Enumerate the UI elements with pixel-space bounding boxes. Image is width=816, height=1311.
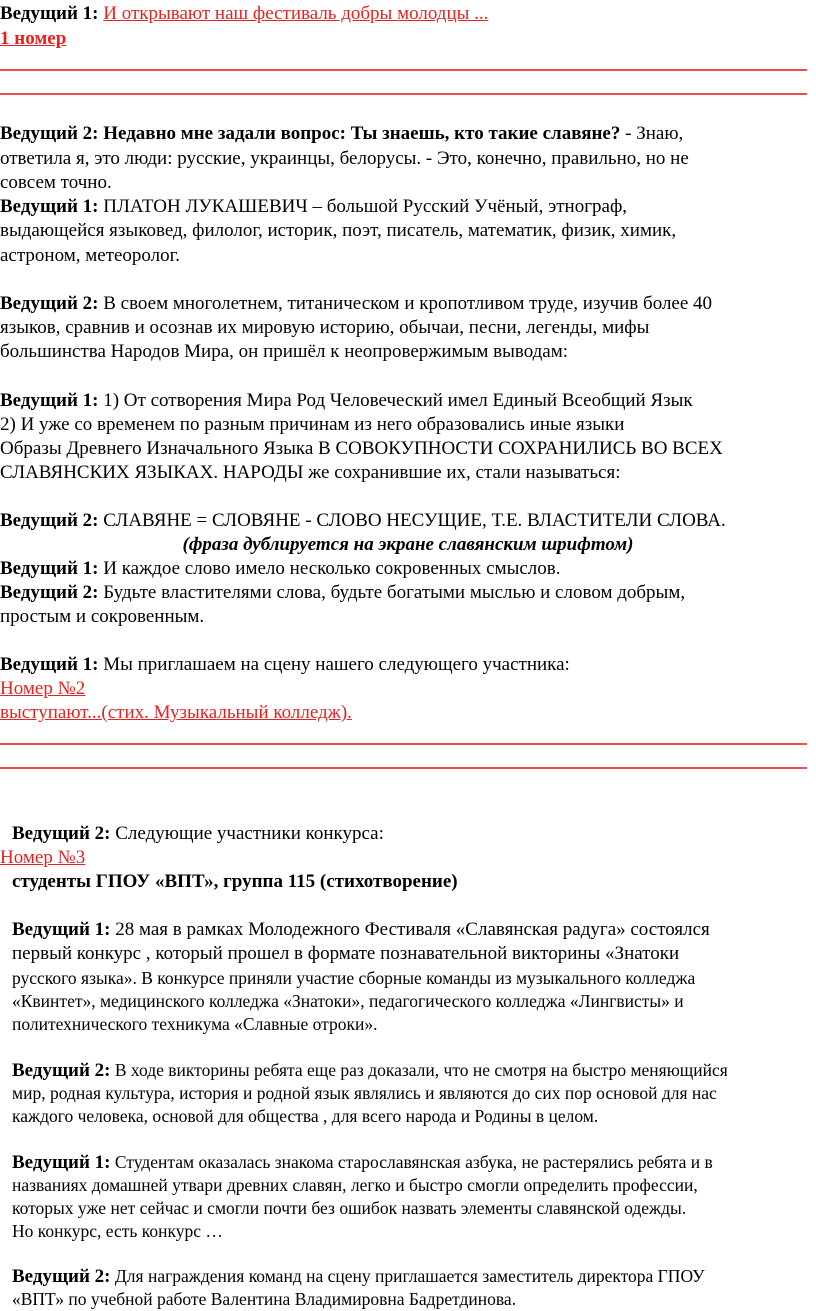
speaker-label: Ведущий 2: bbox=[0, 582, 99, 603]
speaker-label: Ведущий 1: bbox=[12, 919, 111, 940]
paragraph-line: «ВПТ» по учебной работе Валентина Владимировна Бадретдинова. bbox=[12, 1289, 517, 1309]
number-3: Номер №3 bbox=[0, 847, 86, 868]
paragraph-text: В ходе викторины ребята еще раз доказали, что не смотря на быстро меняющийся bbox=[110, 1060, 728, 1080]
paragraph-line: выдающейся языковед, филолог, историк, поэт, писатель, математик, физик, химик, bbox=[0, 220, 677, 241]
paragraph-line: «Квинтет», медицинского колледжа «Знатоки», педагогического колледжа «Лингвисты» и bbox=[12, 991, 684, 1011]
speaker-label: Ведущий 1: bbox=[12, 1152, 111, 1173]
paragraph-text: ПЛАТОН ЛУКАШЕВИЧ – большой Русский Учёный, этнограф, bbox=[98, 196, 628, 217]
paragraph-text: СЛАВЯНЕ = СЛОВЯНЕ - СЛОВО НЕСУЩИЕ, Т.Е. ВЛАСТИТЕЛИ СЛОВА. bbox=[98, 510, 726, 531]
paragraph-line bbox=[0, 509, 726, 533]
opening-line bbox=[0, 2, 488, 26]
number-1: 1 номер bbox=[0, 28, 67, 49]
paragraph-line bbox=[0, 292, 712, 316]
paragraph-line: которых уже нет сейчас и смогли почти без ошибок назвать элементы славянской одежды. bbox=[12, 1198, 687, 1218]
paragraph-line: астроном, метеоролог. bbox=[0, 245, 181, 266]
answer-text: - Знаю, bbox=[620, 123, 684, 144]
paragraph-line: названиях домашней утвари древних славян, легко и быстро смогли определить профессии, bbox=[12, 1175, 698, 1195]
paragraph-line: СЛАВЯНСКИХ ЯЗЫКАХ. НАРОДЫ же сохранившие их, стали называться: bbox=[0, 462, 621, 483]
paragraph-line bbox=[12, 822, 384, 846]
speaker-label: Ведущий 2: bbox=[12, 1060, 111, 1081]
paragraph-line: языков, сравнив и осознав их мировую историю, обычаи, песни, легенды, мифы bbox=[0, 317, 650, 338]
paragraph-line: каждого человека, основой для общества , для всего народа и Родины в целом. bbox=[12, 1106, 599, 1126]
paragraph-text: Следующие участники конкурса: bbox=[110, 823, 384, 844]
separator-line bbox=[0, 93, 807, 95]
speaker-label: Ведущий 2: bbox=[0, 510, 99, 531]
paragraph-text: И каждое слово имело несколько сокровенных смыслов. bbox=[98, 558, 561, 579]
paragraph-line bbox=[0, 195, 627, 219]
paragraph-line bbox=[12, 1150, 713, 1175]
paragraph-text: 28 мая в рамках Молодежного Фестиваля «Славянская радуга» состоялся bbox=[110, 919, 710, 940]
opening-text: И открывают наш фестиваль добры молодцы ... bbox=[103, 3, 489, 24]
separator-line bbox=[0, 767, 807, 769]
speaker-label: Ведущий 2: bbox=[12, 1266, 111, 1287]
paragraph-line: большинства Народов Мира, он пришёл к неопровержимым выводам: bbox=[0, 341, 569, 362]
paragraph-text: 1) От сотворения Мира Род Человеческий имел Единый Всеобщий Язык bbox=[98, 390, 693, 411]
speaker-label: Ведущий 2: bbox=[0, 293, 99, 314]
screen-note: (фраза дублируется на экране славянским шрифтом) bbox=[182, 534, 634, 555]
paragraph-line: простым и сокровенным. bbox=[0, 606, 205, 627]
paragraph-line bbox=[0, 557, 561, 581]
paragraph-line: русского языка». В конкурсе приняли участие сборные команды из музыкального колледжа bbox=[12, 968, 696, 988]
speaker-label: Ведущий 1: bbox=[0, 390, 99, 411]
paragraph-line: совсем точно. bbox=[0, 172, 112, 193]
paragraph-line bbox=[12, 1058, 728, 1083]
paragraph-line: мир, родная культура, история и родной язык являлись и являются до сих пор основой для нас bbox=[12, 1083, 717, 1103]
paragraph-line: политехнического техникума «Славные отроки». bbox=[12, 1014, 378, 1034]
paragraph-text: Студентам оказалась знакома старославянская азбука, не растерялись ребята и в bbox=[110, 1152, 713, 1172]
paragraph-text: Будьте властителями слова, будьте богатыми мыслью и словом добрым, bbox=[98, 582, 686, 603]
paragraph-line bbox=[12, 918, 710, 942]
separator-line bbox=[0, 743, 807, 745]
speaker-label: Ведущий 2: bbox=[0, 123, 99, 144]
number-2: Номер №2 bbox=[0, 678, 86, 699]
separator-line bbox=[0, 69, 807, 71]
question-line bbox=[0, 122, 683, 146]
paragraph-text: Мы приглашаем на сцену нашего следующего участника: bbox=[98, 654, 570, 675]
speaker-label: Ведущий 1: bbox=[0, 3, 99, 24]
paragraph-line bbox=[12, 1264, 705, 1289]
paragraph-line bbox=[0, 389, 693, 413]
paragraph-line: Образы Древнего Изначального Языка В СОВОКУПНОСТИ СОХРАНИЛИСЬ ВО ВСЕХ bbox=[0, 438, 723, 459]
number-3-performer: студенты ГПОУ «ВПТ», группа 115 (стихотворение) bbox=[12, 871, 458, 892]
paragraph-text: В своем многолетнем, титаническом и кропотливом труде, изучив более 40 bbox=[98, 293, 713, 314]
speaker-label: Ведущий 1: bbox=[0, 654, 99, 675]
speaker-label: Ведущий 1: bbox=[0, 558, 99, 579]
number-2-performer: выступают...(стих. Музыкальный колледж). bbox=[0, 702, 352, 723]
paragraph-text: Для награждения команд на сцену приглашается заместитель директора ГПОУ bbox=[110, 1266, 705, 1286]
paragraph-line bbox=[0, 581, 685, 605]
speaker-label: Ведущий 1: bbox=[0, 196, 99, 217]
speaker-label: Ведущий 2: bbox=[12, 823, 111, 844]
paragraph-line bbox=[0, 653, 570, 677]
paragraph-line: первый конкурс , который прошел в формате познавательной викторины «Знатоки bbox=[12, 943, 680, 964]
question-text: Недавно мне задали вопрос: Ты знаешь, кто такие славяне? bbox=[103, 123, 621, 144]
paragraph-line: 2) И уже со временем по разным причинам из него образовались иные языки bbox=[0, 414, 625, 435]
paragraph-line: ответила я, это люди: русские, украинцы, белорусы. - Это, конечно, правильно, но не bbox=[0, 148, 689, 169]
paragraph-line: Но конкурс, есть конкурс … bbox=[12, 1221, 223, 1241]
